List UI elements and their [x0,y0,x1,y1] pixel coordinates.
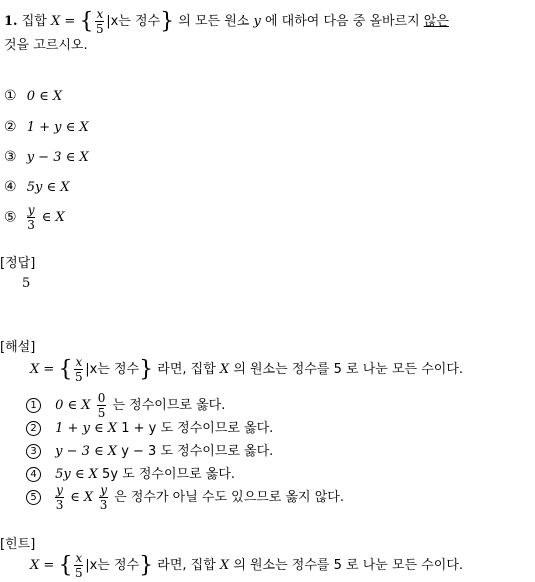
option-expr: y − 3 ∈ X [26,150,89,165]
question-line-2: 것을 고르시오. [4,38,88,53]
circled-number: 5 [26,490,41,505]
option-expr: ∈ X [41,210,65,225]
question-line-1 [4,8,449,35]
option-3[interactable]: ③ y − 3 ∈ X [4,149,89,165]
question-mid: 의 모든 원소 [178,14,250,29]
underlined-word: 않은 [423,14,449,29]
explanation-head: X = { $\frac{x}{5}$ |x는 정수} 라면, 집합 X 의 원소는 정수를 5 로 나눈 모든 수이다. [30,355,464,384]
option-5[interactable]: ⑤ $\frac{y}{3}$ ∈ X [4,203,65,232]
explanation-item-4: 4 5y ∈ X 5y 도 정수이므로 옳다. [26,467,235,482]
option-expr: 5y ∈ X [26,180,70,195]
circled-number: 3 [26,444,41,459]
set-variable: X [50,14,61,29]
left-brace: { [79,8,94,34]
option-fraction: $\frac{y}{3}$ [27,203,35,232]
explanation-item-2: 2 1 + y ∈ X 1 + y 도 정수이므로 옳다. [26,421,273,436]
explanation-item-1: 1 0 ∈ X $\frac{0}{5}$ 는 정수이므로 옳다. [26,392,225,419]
question-suffix: 에 대하여 다음 중 올바르지 [264,14,420,29]
explanation-label: [해설] [0,340,36,355]
option-expr: 1 + y ∈ X [26,120,89,135]
circled-number: 4 [26,467,41,482]
question-number: 1. [4,14,18,29]
hint-label: [힌트] [0,537,36,552]
option-expr: 0 ∈ X [26,89,63,104]
right-brace: } [160,8,175,34]
set-condition: |x는 정수 [106,14,161,29]
circled-number: 1 [26,398,41,413]
circled-number: 2 [26,421,41,436]
answer-value: 5 [22,276,31,291]
set-fraction: $\frac{x}{5}$ [96,7,104,36]
hint-head: X = { $\frac{x}{5}$ |x는 정수} 라면, 집합 X 의 원소는 정수를 5 로 나눈 모든 수이다. [30,551,464,580]
question-prefix: 집합 [21,14,47,29]
explanation-item-5: 5 $\frac{y}{3}$ ∈ X $\frac{y}{3}$ 은 정수가 아닐 수도 있으므로 옳지 않다. [26,484,344,511]
answer-label: [정답] [0,256,36,271]
explanation-item-3: 3 y − 3 ∈ X y − 3 도 정수이므로 옳다. [26,444,273,459]
option-2[interactable]: ② 1 + y ∈ X [4,119,89,135]
equals-sign: = [64,14,76,29]
option-4[interactable]: ④ 5y ∈ X [4,179,70,195]
option-1[interactable]: ① 0 ∈ X [4,88,63,104]
element-variable: y [253,14,261,29]
